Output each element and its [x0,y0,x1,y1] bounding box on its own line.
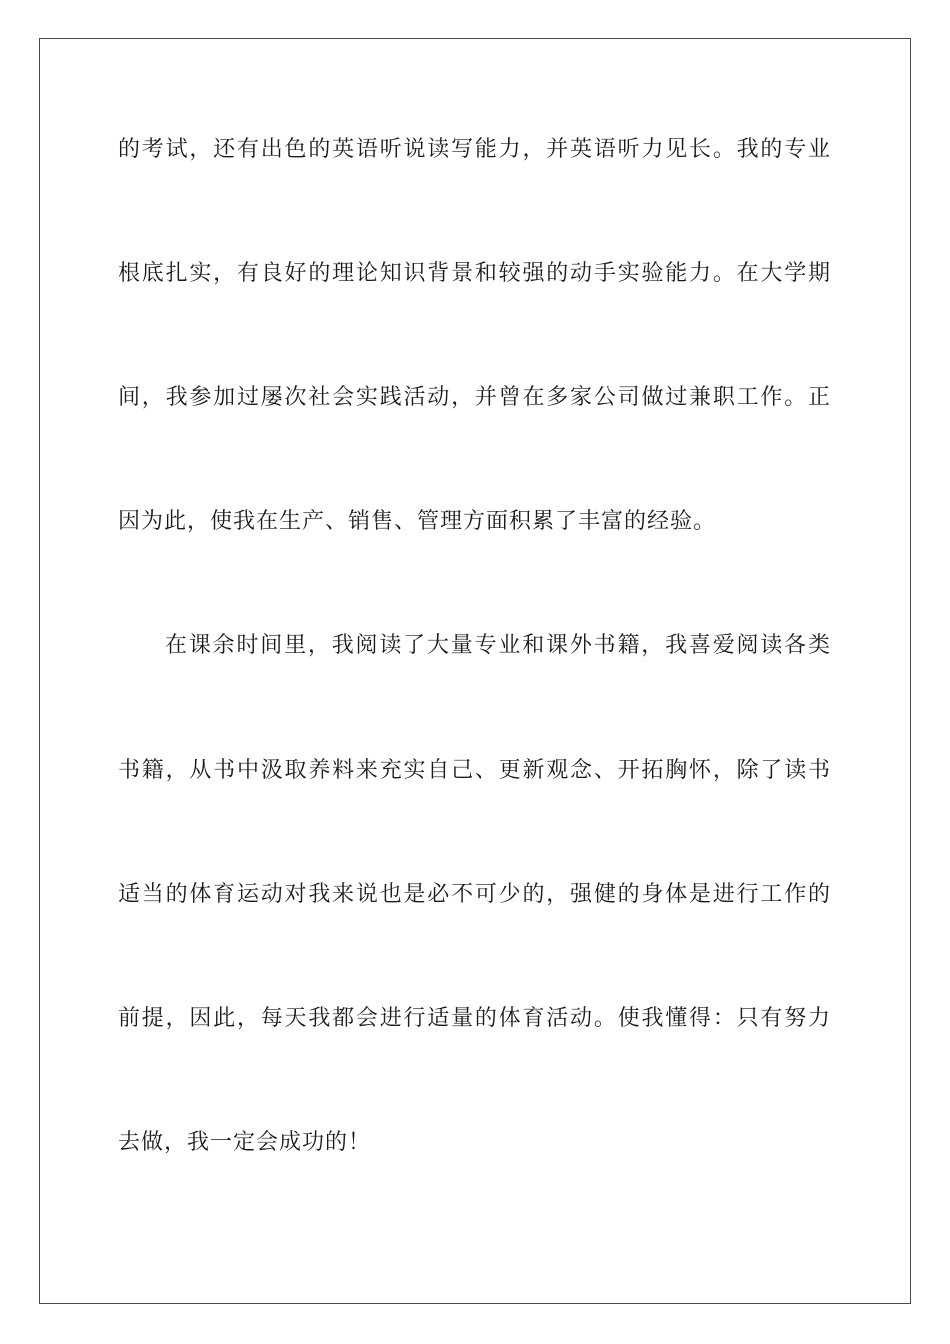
text-line-6: 书籍，从书中汲取养料来充实自己、更新观念、开拓胸怀，除了读书 [118,758,831,783]
text-line-4: 因为此，使我在生产、销售、管理方面积累了丰富的经验。 [118,509,717,534]
text-line-9: 去做，我一定会成功的！ [118,1130,372,1155]
text-line-3: 间，我参加过屡次社会实践活动，并曾在多家公司做过兼职工作。正 [118,385,831,410]
text-line-7: 适当的体育运动对我来说也是必不可少的，强健的身体是进行工作的 [118,882,831,907]
text-line-1: 的考试，还有出色的英语听说读写能力，并英语听力见长。我的专业 [118,137,831,162]
text-line-2: 根底扎实，有良好的理论知识背景和较强的动手实验能力。在大学期 [118,261,831,286]
text-line-5: 在课余时间里，我阅读了大量专业和课外书籍，我喜爱阅读各类 [165,633,831,658]
page-frame [39,38,911,1304]
text-line-8: 前提，因此，每天我都会进行适量的体育活动。使我懂得：只有努力 [118,1006,831,1031]
